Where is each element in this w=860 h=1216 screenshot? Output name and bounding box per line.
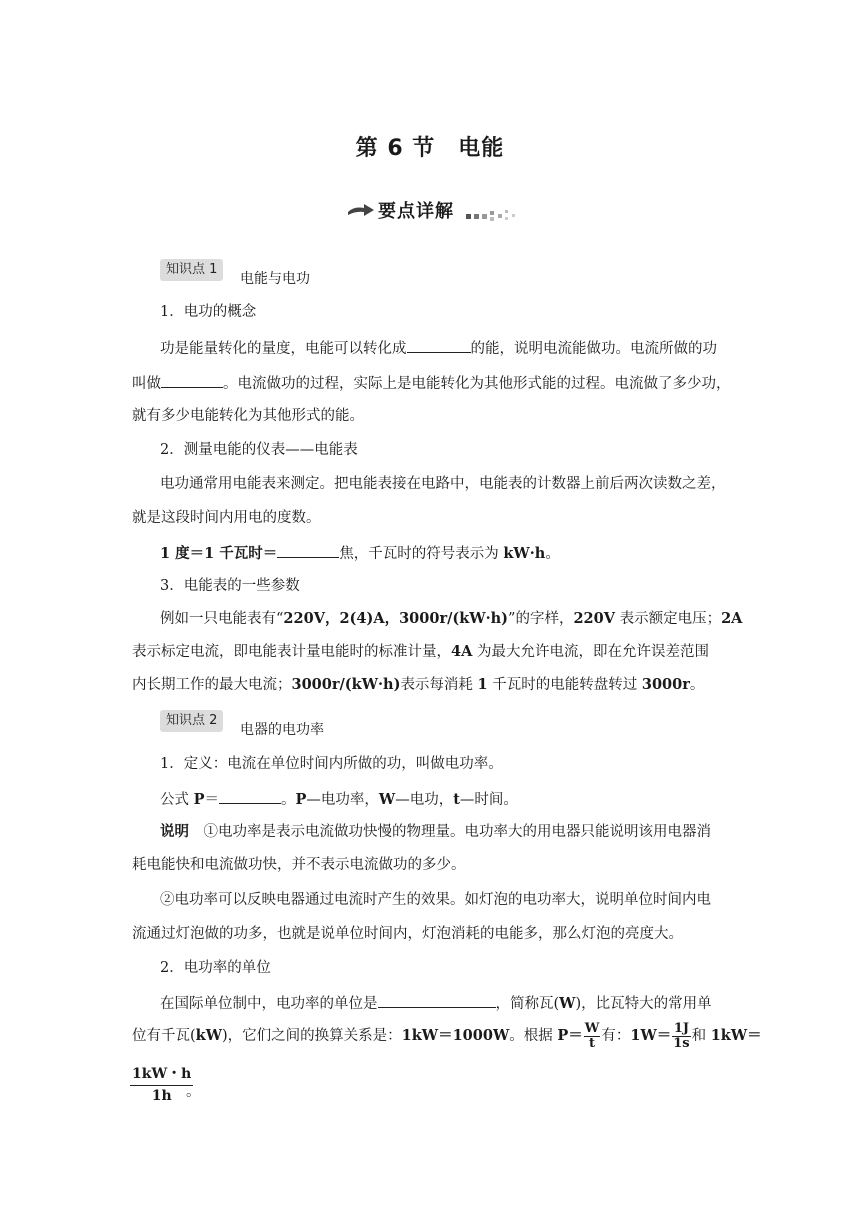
paragraph-line: 例如一只电能表有“220V，2(4)A，3000r/(kW·h)”的字样，220V 表示额定电压；2A: [160, 610, 743, 627]
heading-1-1: 1．电功的概念: [160, 304, 257, 320]
knowledge-badge-2: 知识点 2: [160, 710, 223, 732]
fill-blank[interactable]: [407, 337, 471, 353]
fill-blank[interactable]: [277, 542, 339, 558]
fill-blank[interactable]: [378, 992, 496, 1008]
paragraph-line: 位有千瓦(kW)，它们之间的换算关系是：1kW＝1000W。根据 P＝ $\frac{W}{t}$ 有：1W＝ $\frac{1J}{1s}$ 和 1kW＝: [132, 1020, 762, 1051]
paragraph-line: 1 度＝1 千瓦时＝ 焦，千瓦时的符号表示为 kW·h。: [160, 542, 732, 564]
knowledge-badge-1: 知识点 1: [160, 259, 223, 281]
paragraph-line: 就是这段时间内用电的度数。: [132, 510, 321, 526]
fraction-1j-over-1s: $\frac{1J}{1s}$: [673, 1020, 690, 1051]
section-banner: [348, 196, 518, 224]
heading-2-2: 2．电功率的单位: [160, 960, 271, 976]
banner-label: 要点详解: [378, 201, 454, 222]
note-line: 说明 ①电功率是表示电流做功快慢的物理量。电功率大的用电器只能说明该用电器消: [160, 823, 711, 840]
fill-blank[interactable]: [161, 372, 223, 388]
paragraph-line: 在国际单位制中，电功率的单位是 ，简称瓦(W)，比瓦特大的常用单: [160, 992, 732, 1014]
paragraph-line: 叫做 。电流做功的过程，实际上是电能转化为其他形式能的过程。电流做了多少功，: [132, 372, 732, 394]
paragraph-line: 流通过灯泡做的功多，也就是说单位时间内，灯泡消耗的电能多，那么灯泡的亮度大。: [132, 926, 683, 942]
paragraph-line: ②电功率可以反映电器通过电流时产生的效果。如灯泡的电功率大，说明单位时间内电: [160, 892, 711, 908]
paragraph-line: 功是能量转化的量度，电能可以转化成 的能，说明电流能做功。电流所做的功: [160, 337, 732, 359]
paragraph-line: 表示标定电流，即电能表计量电能时的标准计量，4A 为最大允许电流，即在允许误差范围: [132, 643, 709, 660]
knowledge-title-2: 电器的电功率: [240, 722, 324, 738]
paragraph-line: 耗电能快和电流做功快，并不表示电流做功的多少。: [132, 857, 466, 873]
heading-1-3: 3．电能表的一些参数: [160, 578, 300, 594]
fraction-kwh-over-h: $\frac{1kW・h}{1h}$: [132, 1066, 192, 1104]
arrow-icon: [348, 203, 374, 217]
heading-1-2: 2．测量电能的仪表——电能表: [160, 442, 358, 458]
paragraph-line: 内长期工作的最大电流；3000r/(kW·h)表示每消耗 1 千瓦时的电能转盘转过 3000r。: [132, 676, 705, 693]
dots-decoration-icon: [464, 206, 518, 222]
end-period: 。: [186, 1084, 201, 1100]
paragraph-line: 就有多少电能转化为其他形式的能。: [132, 408, 364, 424]
formula-line: 公式 P＝ 。P—电功率，W—电功，t—时间。: [160, 788, 732, 810]
note-label: 说明: [160, 823, 189, 840]
paragraph-line: 电功通常用电能表来测定。把电能表接在电路中，电能表的计数器上前后两次读数之差，: [160, 476, 726, 492]
page-title: 第 6 节 电能: [355, 136, 505, 161]
heading-2-1: 1．定义：电流在单位时间内所做的功，叫做电功率。: [160, 756, 503, 772]
fill-blank[interactable]: [219, 788, 281, 804]
knowledge-title-1: 电能与电功: [240, 271, 310, 287]
fraction-w-over-t: $\frac{W}{t}$: [584, 1020, 600, 1051]
